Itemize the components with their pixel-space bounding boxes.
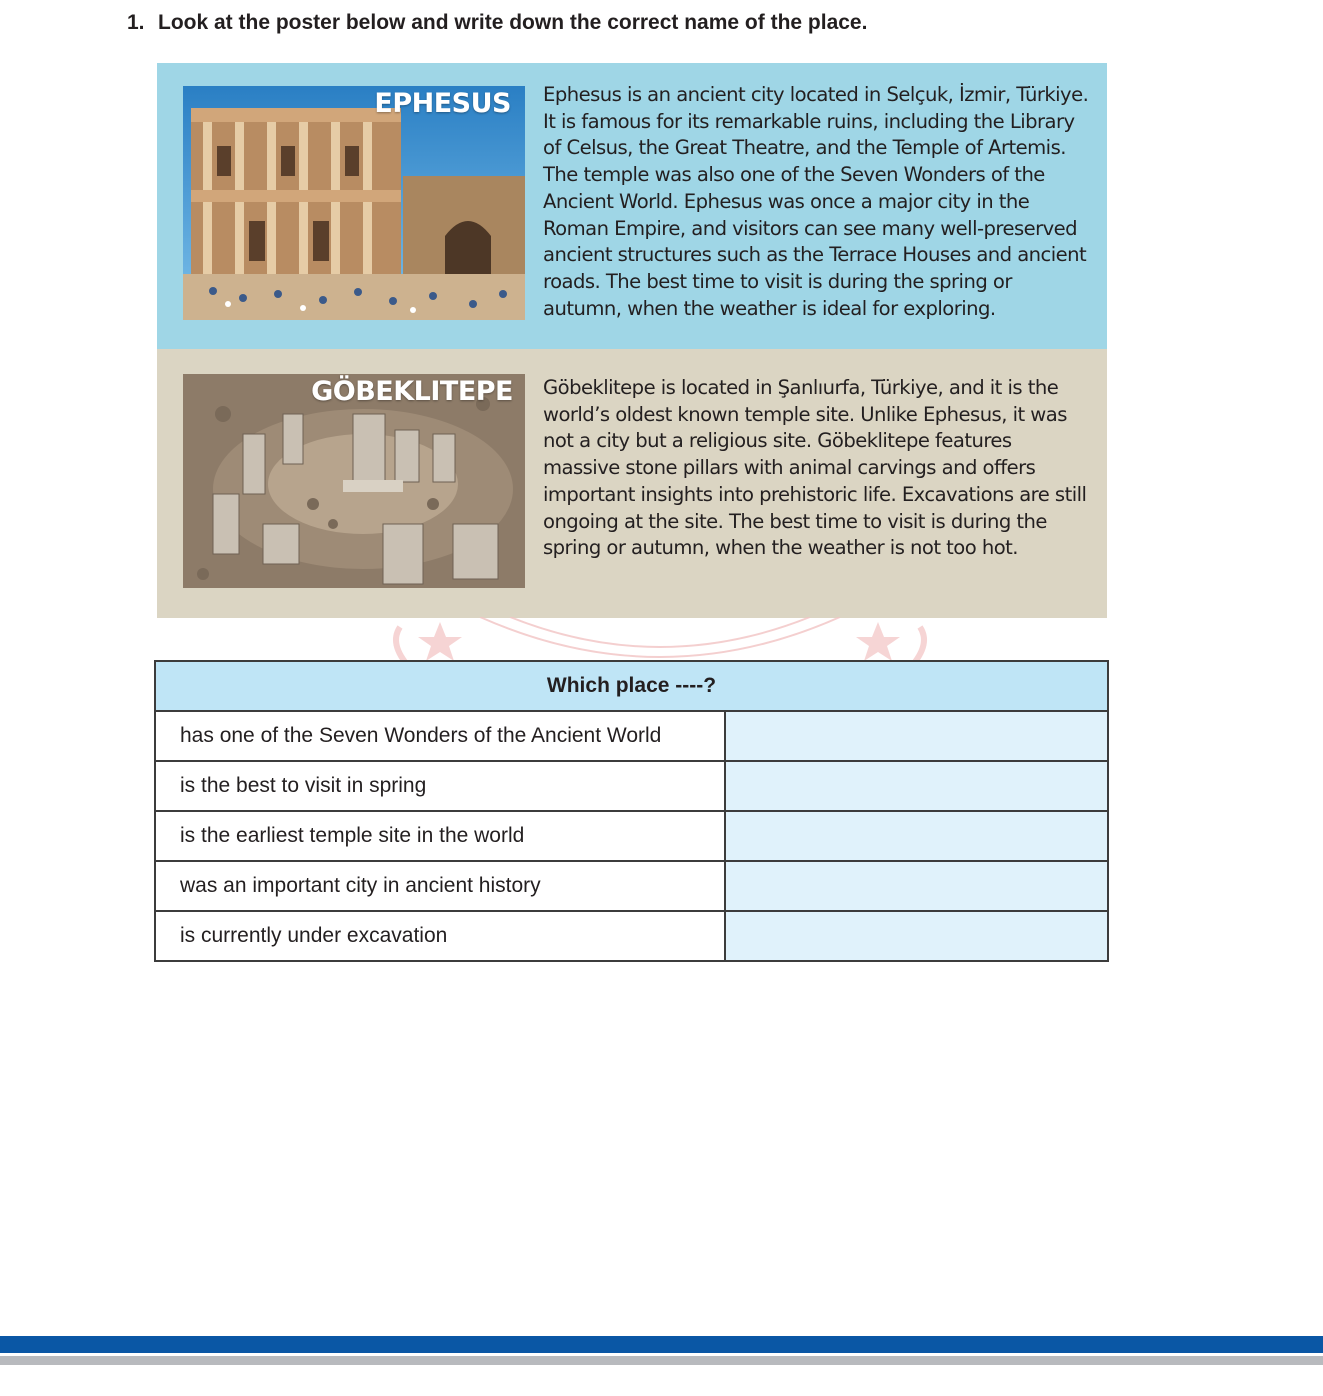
- table-row: [155, 761, 1108, 811]
- answer-cell[interactable]: [725, 761, 1108, 811]
- gobeklitepe-title: GÖBEKLITEPE: [311, 376, 513, 407]
- question-text: Look at the poster below and write down the correct name of the place.: [158, 11, 868, 34]
- table-row: [155, 911, 1108, 961]
- statement-cell: is the earliest temple site in the world: [155, 811, 725, 861]
- answer-table: [154, 660, 1109, 962]
- statement-cell: was an important city in ancient history: [155, 861, 725, 911]
- gobeklitepe-panel: [157, 349, 1107, 618]
- table-row: [155, 711, 1108, 761]
- table-row: [155, 861, 1108, 911]
- ephesus-photo: [183, 86, 525, 320]
- gobeklitepe-photo: [183, 374, 525, 588]
- gobeklitepe-description: Göbeklitepe is located in Şanlıurfa, Türkiye, and it is the world’s oldest known temple site. Unlike Ephesus, it was not a city but a religious site. Göbeklitepe features massive stone pillars with animal carvings and offers important insights into prehistoric life. Excavations are still ongoing at the site. The best time to visit is during the spring or autumn, when the weather is not too hot.: [543, 376, 1087, 560]
- answer-cell[interactable]: [725, 711, 1108, 761]
- watermark-seal: [380, 617, 940, 665]
- answer-cell[interactable]: [725, 911, 1108, 961]
- statement-cell: is the best to visit in spring: [155, 761, 725, 811]
- question-number: 1.: [127, 11, 145, 34]
- answer-cell[interactable]: [725, 811, 1108, 861]
- statement-cell: has one of the Seven Wonders of the Ancient World: [155, 711, 725, 761]
- statement-cell: is currently under excavation: [155, 911, 725, 961]
- table-row: [155, 811, 1108, 861]
- ephesus-description: Ephesus is an ancient city located in Selçuk, İzmir, Türkiye. It is famous for its remarkable ruins, including the Library of Celsus, the Great Theatre, and the Temple of Artemis. The temple was also one of the Seven Wonders of the Ancient World. Ephesus was once a major city in the Roman Empire, and visitors can see many well-preserved ancient structures such as the Terrace Houses and ancient roads. The best time to visit is during the spring or autumn, when the weather is ideal for exploring.: [543, 83, 1089, 320]
- answer-cell[interactable]: [725, 861, 1108, 911]
- table-header: Which place ----?: [155, 661, 1108, 711]
- poster: [157, 63, 1107, 618]
- footer-grey-bar: [0, 1356, 1323, 1365]
- question-heading: [127, 11, 867, 35]
- library-of-celsus-image: [183, 86, 525, 320]
- ephesus-title: EPHESUS: [374, 88, 511, 119]
- table-header-row: [155, 661, 1108, 711]
- ephesus-panel: [157, 63, 1107, 349]
- footer-blue-bar: [0, 1336, 1323, 1353]
